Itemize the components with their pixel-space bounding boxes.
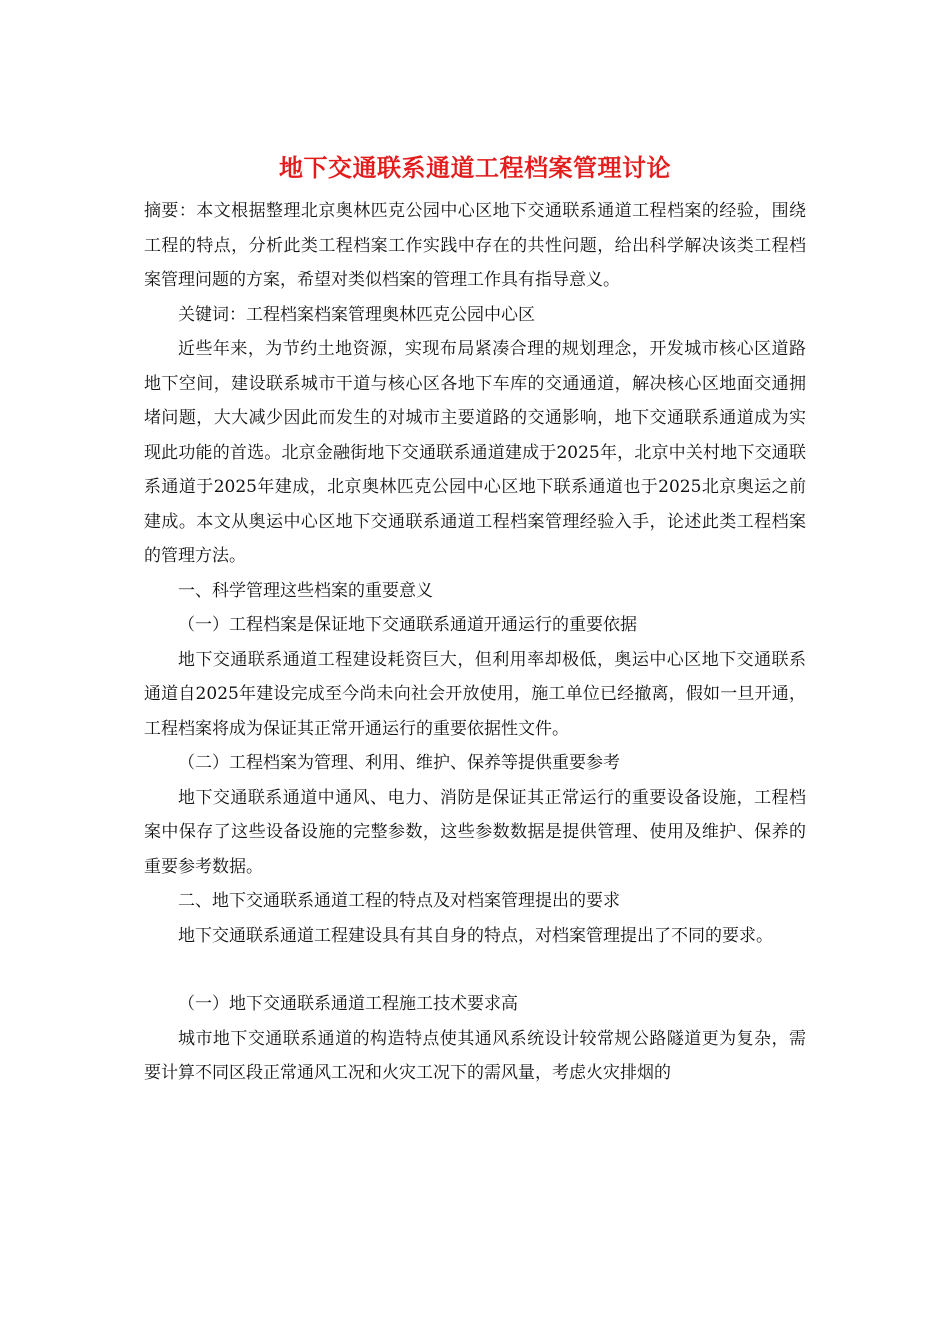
body-paragraph: 地下交通联系通道中通风、电力、消防是保证其正常运行的重要设备设施，工程档案中保存了这些设备设施的完整参数，这些参数数据是提供管理、使用及维护、保养的重要参考数据。 — [144, 787, 806, 877]
body-paragraph: 城市地下交通联系通道的构造特点使其通风系统设计较常规公路隧道更为复杂，需要计算不同区段正常通风工况和火灾工况下的需风量，考虑火灾排烟的 — [144, 1028, 806, 1083]
intro-paragraph: 近些年来，为节约土地资源，实现布局紧凑合理的规划理念，开发城市核心区道路地下空间，建设联系城市干道与核心区各地下车库的交通通道，解决核心区地面交通拥堵问题，大大减少因此而发生的对城市主要道路的交通影响，地下交通联系通道成为实现此功能的首选。北京金融街地下交通联系通道建成于2025年，北京中关村地下交通联系通道于2025年建成，北京奥林匹克公园中心区地下联系通道也于2025北京奥运之前建成。本文从奥运中心区地下交通联系通道工程档案管理经验入手，论述此类工程档案的管理方法。 — [144, 339, 806, 566]
keywords-paragraph: 关键词：工程档案档案管理奥林匹克公园中心区 — [178, 304, 535, 325]
document-title: 地下交通联系通道工程档案管理讨论 — [279, 153, 671, 182]
section-heading-1: 一、科学管理这些档案的重要意义 — [178, 580, 433, 601]
subsection-heading-1-2: （二）工程档案为管理、利用、维护、保养等提供重要参考 — [178, 753, 620, 773]
body-paragraph: 地下交通联系通道工程建设耗资巨大，但利用率却极低，奥运中心区地下交通联系通道自2025年建设完成至今尚未向社会开放使用，施工单位已经撤离，假如一旦开通，工程档案将成为保证其正常开通运行的重要依据性文件。 — [144, 649, 806, 739]
body-paragraph: 地下交通联系通道工程建设具有其自身的特点，对档案管理提出了不同的要求。 — [178, 925, 773, 946]
section-heading-2: 二、地下交通联系通道工程的特点及对档案管理提出的要求 — [178, 891, 620, 911]
subsection-heading-1-1: （一）工程档案是保证地下交通联系通道开通运行的重要依据 — [178, 615, 637, 635]
abstract-paragraph: 摘要：本文根据整理北京奥林匹克公园中心区地下交通联系通道工程档案的经验，围绕工程的特点，分析此类工程档案工作实践中存在的共性问题，给出科学解决该类工程档案管理问题的方案，希望对类似档案的管理工作具有指导意义。 — [144, 201, 806, 290]
document-body — [144, 194, 806, 1091]
subsection-heading-2-1: （一）地下交通联系通道工程施工技术要求高 — [178, 994, 518, 1014]
document-page — [144, 148, 806, 1091]
